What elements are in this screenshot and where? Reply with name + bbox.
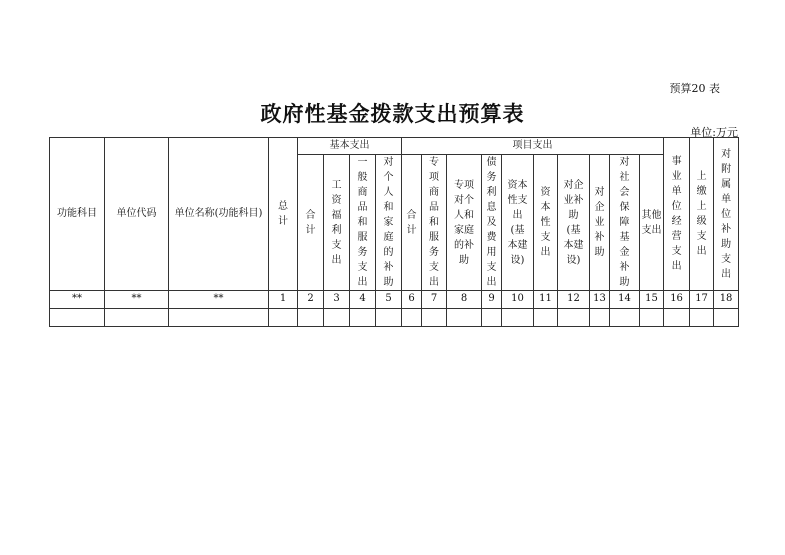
column-number: 13 (590, 291, 610, 309)
header-total: 总计 (269, 138, 298, 291)
table-cell (664, 309, 690, 327)
table-row (50, 309, 739, 327)
table-cell (376, 309, 402, 327)
column-number: 12 (558, 291, 590, 309)
column-number: 2 (298, 291, 324, 309)
header-other: 其他支出 (640, 155, 664, 291)
header-basic-personal: 对个人和家庭的补助 (376, 155, 402, 291)
marker-cell: ** (169, 291, 269, 309)
header-unit-name: 单位名称(功能科目) (169, 138, 269, 291)
table-cell (350, 309, 376, 327)
column-number: 17 (690, 291, 714, 309)
header-capital-basic: 资本性支出(基本建设) (502, 155, 534, 291)
column-number: 14 (610, 291, 640, 309)
budget-table (49, 137, 739, 327)
table-cell (324, 309, 350, 327)
column-number: 8 (447, 291, 482, 309)
marker-cell: ** (50, 291, 105, 309)
column-number: 5 (376, 291, 402, 309)
table-cell (714, 309, 739, 327)
marker-cell: ** (105, 291, 169, 309)
table-row (50, 291, 739, 309)
header-basic-subtotal: 合计 (298, 155, 324, 291)
table-cell (502, 309, 534, 327)
header-general-goods: 一般商品和服务支出 (350, 155, 376, 291)
table-cell (482, 309, 502, 327)
header-unit-code: 单位代码 (105, 138, 169, 291)
header-project-group: 项目支出 (402, 138, 664, 155)
table-cell (269, 309, 298, 327)
header-capital: 资本性支出 (534, 155, 558, 291)
header-basic-group: 基本支出 (298, 138, 402, 155)
header-salary-welfare: 工资福利支出 (324, 155, 350, 291)
table-code: 预算20 表 (669, 82, 720, 95)
table-cell (447, 309, 482, 327)
table-cell (610, 309, 640, 327)
column-number: 6 (402, 291, 422, 309)
column-number: 18 (714, 291, 739, 309)
table-cell (105, 309, 169, 327)
header-enterprise-basic: 对企业补助(基本建设) (558, 155, 590, 291)
table-cell (640, 309, 664, 327)
column-number: 11 (534, 291, 558, 309)
header-social-security-fund: 对社会保障基金补助 (610, 155, 640, 291)
table-cell (558, 309, 590, 327)
header-debt-interest: 债务利息及费用支出 (482, 155, 502, 291)
page-title: 政府性基金拨款支出预算表 (260, 101, 525, 126)
column-number: 16 (664, 291, 690, 309)
column-number: 7 (422, 291, 447, 309)
column-number: 9 (482, 291, 502, 309)
column-number: 1 (269, 291, 298, 309)
table-cell (422, 309, 447, 327)
table-cell (534, 309, 558, 327)
table-cell (402, 309, 422, 327)
table-cell (298, 309, 324, 327)
header-func-subject: 功能科目 (50, 138, 105, 291)
header-project-subtotal: 合计 (402, 155, 422, 291)
column-number: 15 (640, 291, 664, 309)
header-institution-operation: 事业单位经营支出 (664, 138, 690, 291)
table-cell (590, 309, 610, 327)
header-upper-payment: 上缴上级支出 (690, 138, 714, 291)
table-cell (169, 309, 269, 327)
column-number: 10 (502, 291, 534, 309)
column-number: 4 (350, 291, 376, 309)
unit-label: 单位:万元 (690, 126, 738, 139)
table-cell (690, 309, 714, 327)
table-cell (50, 309, 105, 327)
header-special-goods: 专项商品和服务支出 (422, 155, 447, 291)
header-subsidiary: 对附属单位补助支出 (714, 138, 739, 291)
header-enterprise: 对企业补助 (590, 155, 610, 291)
header-special-personal: 专项对个人和家庭的补助 (447, 155, 482, 291)
column-number: 3 (324, 291, 350, 309)
